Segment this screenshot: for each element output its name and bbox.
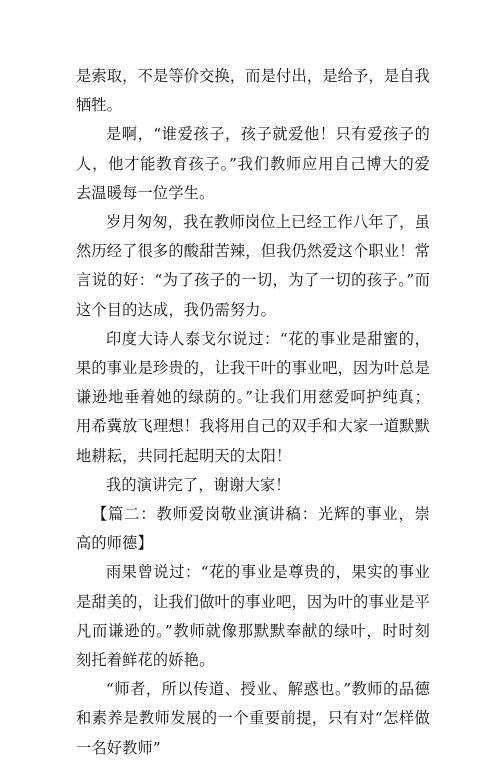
paragraph-3: 岁月匆匆，我在教师岗位上已经工作八年了，虽然历经了很多的酸甜苦辣，但我仍然爱这个职业！常言说的好：“为了孩子的一切，为了一切的孩子。”而这个目的达成，我仍需努力。 — [76, 213, 430, 319]
paragraph-6: 雨果曾说过：“花的事业是尊贵的，果实的事业是甜美的，让我们做叶的事业吧，因为叶的事业是平凡而谦逊的。”教师就像那默默奉献的绿叶，时时刻刻托着鲜花的娇艳。 — [76, 563, 430, 670]
document-page — [76, 62, 430, 763]
section-heading: 【篇二：教师爱岗敬业演讲稿：光辉的事业，崇高的师德】 — [76, 505, 430, 553]
paragraph-7: “师者，所以传道、授业、解惑也。”教师的品德和素养是教师发展的一个重要前提，只有对“怎样做一名好教师” — [76, 680, 430, 757]
paragraph-2: 是啊，“谁爱孩子，孩子就爱他！只有爱孩子的人，他才能教育孩子。”我们教师应用自己博大的爱去温暖每一位学生。 — [76, 125, 430, 202]
paragraph-5: 我的演讲完了，谢谢大家！ — [106, 475, 291, 494]
paragraph-1: 是索取，不是等价交换，而是付出，是给予，是自我牺牲。 — [76, 67, 430, 115]
paragraph-4: 印度大诗人泰戈尔说过：“花的事业是甜蜜的，果的事业是珍贵的，让我干叶的事业吧，因为叶总是谦逊地垂着她的绿荫的。”让我们用慈爱呵护纯真；用希冀放飞理想！我将用自己的双手和大家一道默默地耕耘，共同托起明天的太阳！ — [76, 329, 430, 465]
